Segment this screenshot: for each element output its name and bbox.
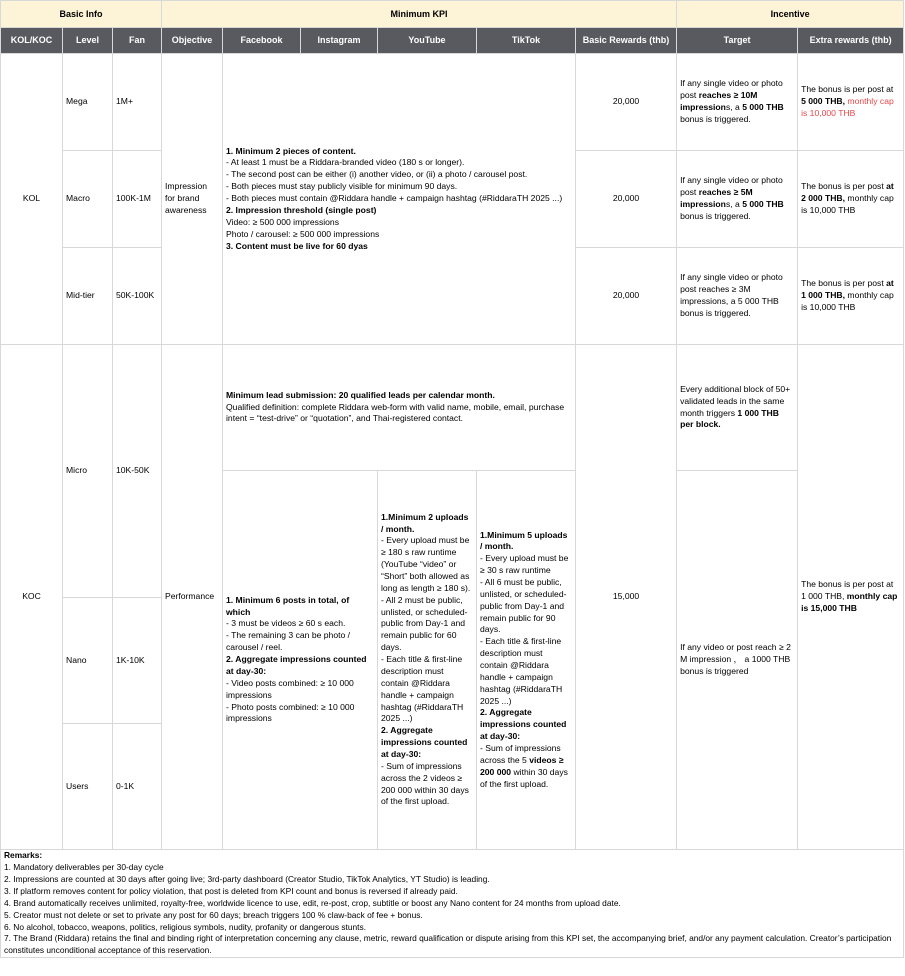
target-text: If any single video or photo post: [680, 175, 783, 198]
fan-cell: 1K-10K: [113, 598, 162, 724]
kpi-line: - At least 1 must be a Riddara-branded video (180 s or longer).: [226, 157, 465, 168]
col-header-level: Level: [63, 28, 113, 54]
basic-reward-cell: 20,000: [576, 248, 677, 345]
target-cell: If any single video or photo post reaches ≥ 3M impressions, a 5 000 THB bonus is triggered.: [677, 248, 798, 345]
kpi-heading: 2. Aggregate impressions counted at day-30:: [480, 707, 567, 742]
target-text: 5 000 THB: [742, 199, 784, 209]
col-header-basic-rewards: Basic Rewards (thb): [576, 28, 677, 54]
extra-text: monthly cap is 10,000 THB: [801, 290, 894, 312]
target-text: reaches ≥ 5M impression: [680, 187, 753, 209]
level-cell: Mega: [63, 54, 113, 151]
remark-item: 5. Creator must not delete or set to private any post for 60 days; breach triggers 100 % claw-back of fee + bonus.: [4, 909, 423, 920]
extra-text-highlight: monthly cap is 10,000 THB: [801, 96, 894, 118]
kpi-heading: 2. Aggregate impressions counted at day-30:: [226, 654, 367, 676]
kpi-line: - 3 must be videos ≥ 60 s each.: [226, 618, 346, 629]
remarks-row: [1, 850, 904, 958]
kpi-text: - Sum of impressions across the 5: [480, 743, 561, 765]
col-header-youtube: YouTube: [378, 28, 477, 54]
extra-text: at 2 000 THB,: [801, 181, 894, 204]
koc-lead-requirements: [223, 345, 576, 471]
extra-reward-cell: [798, 248, 904, 345]
col-header-objective: Objective: [162, 28, 223, 54]
kpi-heading: 1.Minimum 2 uploads / month.: [381, 511, 469, 534]
basic-reward-cell: 15,000: [576, 345, 677, 850]
remark-item: 1. Mandatory deliverables per 30-day cycle: [4, 861, 164, 872]
col-header-instagram: Instagram: [301, 28, 378, 54]
kpi-line: - Every upload must be ≥ 180 s raw runtime (YouTube “video” or “Short” both allowed as long as length ≥ 180 s).: [381, 535, 471, 593]
kpi-line: - The second post can be either (i) another video, or (ii) a photo / carousel post.: [226, 169, 528, 180]
extra-text: The bonus is per post at 1 000 THB,: [801, 579, 894, 602]
col-header-facebook: Facebook: [223, 28, 301, 54]
kpi-line: - Both pieces must stay publicly visible for minimum 90 days.: [226, 181, 458, 192]
extra-text: monthly cap is 15,000 THB: [801, 591, 898, 613]
target-text: 1 000 THB per block.: [680, 407, 779, 430]
kpi-line: Photo / carousel: ≥ 500 000 impressions: [226, 228, 380, 239]
kpi-heading: 3. Content must be live for 60 dyas: [226, 240, 368, 251]
level-cell: Nano: [63, 598, 113, 724]
koc-tiktok-kpi: [477, 471, 576, 850]
kpi-line: - Each title & first-line description must contain @Riddara handle + campaign hashtag (#RiddaraTH 2025 ...): [480, 636, 563, 706]
target-cell: [677, 151, 798, 248]
col-header-target: Target: [677, 28, 798, 54]
kpi-line: - Video posts combined: ≥ 10 000 impressions: [226, 677, 354, 700]
fan-cell: 1M+: [113, 54, 162, 151]
extra-text: monthly cap is 10,000 THB: [801, 193, 894, 215]
target-text: 5 000 THB: [742, 102, 784, 112]
remark-item: 7. The Brand (Riddara) retains the final and binding right of interpretation concerning any clause, metric, reward qualification or dispute arising from this KPI set, the accompanying brief, and/or any payment calculation. Creator’s participation constitutes unconditional acceptance of this reservation.: [4, 933, 892, 956]
extra-text: The bonus is per post: [801, 278, 887, 289]
target-text: s, a: [725, 199, 743, 209]
fan-cell: 10K-50K: [113, 345, 162, 598]
koc-objective: Performance: [162, 345, 223, 850]
lead-title: Minimum lead submission: 20 qualified leads per calendar month.: [226, 389, 495, 400]
remarks-cell: [1, 850, 904, 958]
group-header-basic-info: Basic Info: [1, 1, 162, 28]
table-row-kol-mega: [1, 54, 904, 151]
extra-reward-cell: [798, 54, 904, 151]
basic-reward-cell: 20,000: [576, 54, 677, 151]
col-header-tiktok: TikTok: [477, 28, 576, 54]
kpi-line: - Both pieces must contain @Riddara handle + campaign hashtag (#RiddaraTH 2025 ...): [226, 193, 563, 204]
koc-label: KOC: [1, 345, 63, 850]
extra-text: 5 000 THB,: [801, 96, 846, 107]
column-header-row: [1, 28, 904, 54]
table-row-koc-lead: [1, 345, 904, 471]
kol-kpi-requirements: [223, 54, 576, 345]
extra-text: at 1 000 THB,: [801, 278, 894, 301]
kol-label: KOL: [1, 54, 63, 345]
extra-reward-cell: [798, 345, 904, 850]
remark-item: 6. No alcohol, tobacco, weapons, politics, religious symbols, nudity, profanity or dangerous stunts.: [4, 921, 367, 932]
target-text: s, a: [725, 102, 743, 112]
lead-target-cell: [677, 345, 798, 471]
group-header-incentive: Incentive: [677, 1, 904, 28]
basic-reward-cell: 20,000: [576, 151, 677, 248]
fan-cell: 50K-100K: [113, 248, 162, 345]
kpi-text: videos ≥ 200 000: [480, 754, 564, 777]
group-header-minimum-kpi: Minimum KPI: [162, 1, 677, 28]
kpi-line: - Photo posts combined: ≥ 10 000 impressions: [226, 701, 355, 724]
kpi-line: - Sum of impressions across the 2 videos ≥ 200 000 within 30 days of the first upload.: [381, 760, 469, 807]
col-header-fan: Fan: [113, 28, 162, 54]
kpi-line: - All 6 must be public, unlisted, or scheduled-public from Day-1 and remain public for 90 days.: [480, 576, 567, 635]
col-header-kol-koc: KOL/KOC: [1, 28, 63, 54]
level-cell: Mid-tier: [63, 248, 113, 345]
target-text: If any single video or photo post: [680, 78, 783, 101]
target-text: bonus is triggered.: [680, 210, 751, 221]
target-cell: [677, 54, 798, 151]
remark-item: 4. Brand automatically receives unlimited, royalty-free, worldwide licence to use, edit, re-post, crop, subtitle or boost any Nano content for 24 months from upload date.: [4, 897, 621, 908]
kpi-line: Video: ≥ 500 000 impressions: [226, 216, 340, 227]
fan-cell: 0-1K: [113, 724, 162, 850]
kpi-heading: 1. Minimum 6 posts in total, of which: [226, 594, 350, 617]
kpi-heading: 2. Impression threshold (single post): [226, 204, 377, 215]
kpi-line: - The remaining 3 can be photo / carousel / reel.: [226, 630, 351, 653]
target-text: bonus is triggered.: [680, 113, 751, 124]
kpi-text: within 30 days of the first upload.: [480, 766, 568, 789]
kpi-heading: 2. Aggregate impressions counted at day-30:: [381, 725, 468, 759]
koc-facebook-instagram-kpi: [223, 471, 378, 850]
kpi-heading: 1. Minimum 2 pieces of content.: [226, 145, 356, 156]
level-cell: Users: [63, 724, 113, 850]
koc-youtube-kpi: [378, 471, 477, 850]
level-cell: Micro: [63, 345, 113, 598]
group-header-row: [1, 1, 904, 28]
kpi-heading: 1.Minimum 5 uploads / month.: [480, 529, 568, 552]
kpi-line: - All 2 must be public, unlisted, or scheduled-public from Day-1 and remain public for 60 days.: [381, 594, 468, 653]
extra-text: The bonus is per post at: [801, 84, 894, 95]
perf-target-cell: If any video or post reach ≥ 2 M impression ， a 1000 THB bonus is triggered: [677, 471, 798, 850]
col-header-extra-rewards: Extra rewards (thb): [798, 28, 904, 54]
fan-cell: 100K-1M: [113, 151, 162, 248]
target-text: reaches ≥ 10M impression: [680, 90, 758, 112]
extra-text: The bonus is per post: [801, 181, 887, 192]
kol-objective: Impression for brand awareness: [162, 54, 223, 345]
remark-item: 3. If platform removes content for policy violation, that post is deleted from KPI count and bonus is reversed if already paid.: [4, 885, 458, 896]
extra-reward-cell: [798, 151, 904, 248]
target-text: Every additional block of 50+ validated leads in the same month triggers: [680, 383, 791, 418]
kpi-line: [480, 743, 572, 790]
lead-description: Qualified definition: complete Riddara web-form with valid name, mobile, email, purchase intent = “test-drive” or “quotation”, and Thai-registered contact.: [226, 401, 565, 424]
kpi-line: - Every upload must be ≥ 30 s raw runtime: [480, 553, 569, 576]
level-cell: Macro: [63, 151, 113, 248]
remark-item: 2. Impressions are counted at 30 days after going live; 3rd-party dashboard (Creator Studio, TikTok Analytics, YT Studio) is leading.: [4, 873, 490, 884]
kpi-line: - Each title & first-line description must contain @Riddara handle + campaign hashtag (#RiddaraTH 2025 ...): [381, 654, 464, 724]
remarks-title: Remarks:: [4, 850, 43, 860]
